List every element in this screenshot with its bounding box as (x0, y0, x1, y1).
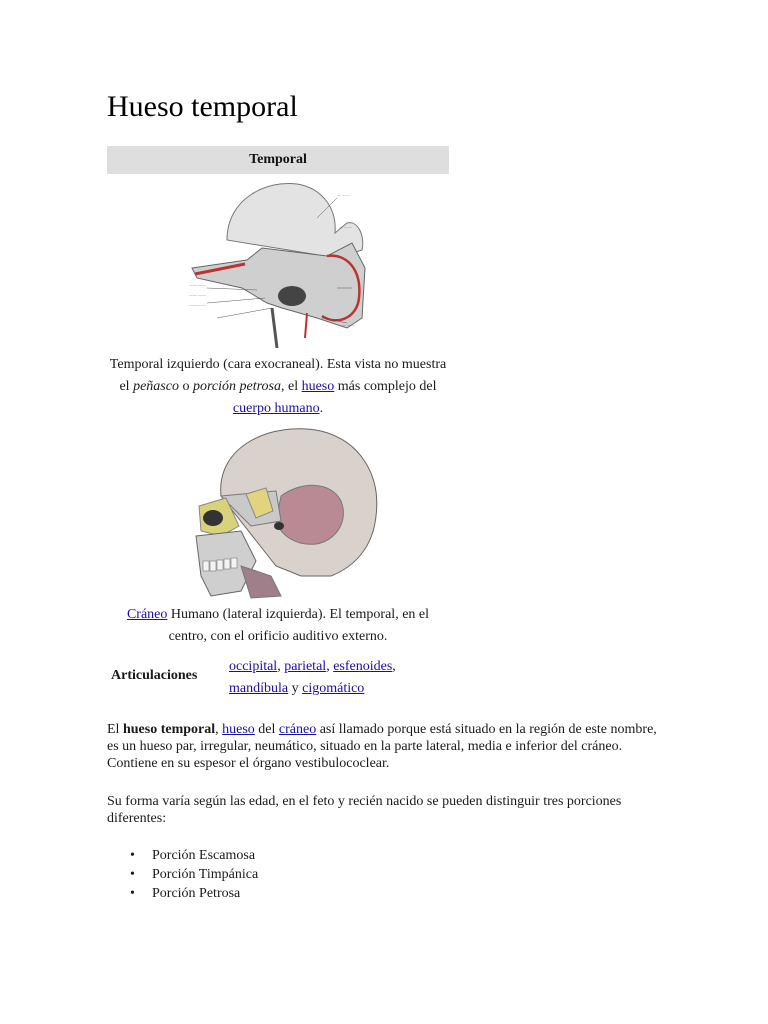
temporal-bone-illustration (187, 178, 372, 358)
svg-text:— ——: — —— (337, 192, 350, 197)
separator: , (326, 659, 334, 674)
caption-italic: porción petrosa (192, 379, 281, 394)
link-hueso-paragraph[interactable]: hueso (222, 722, 255, 737)
list-item (107, 846, 258, 865)
paragraph-text: así llamado porque está situado en la región de este nombre, es un hueso par, irregular, neumático, situado en la parte lateral, media e inferior del cráneo. Contiene en su espesor el órgano vestibulococlear. (107, 722, 657, 771)
infobox-header: Temporal (107, 146, 449, 174)
caption-text: , el (280, 379, 302, 394)
svg-text:— ——: — —— (342, 322, 355, 327)
caption-text: Temporal izquierdo (cara exocraneal). Esta vista no muestra el (109, 357, 447, 394)
link-parietal[interactable]: parietal (284, 659, 327, 674)
link-esfenoides[interactable]: esfenoides (333, 659, 393, 674)
bullet-icon: • (130, 848, 135, 863)
intro-paragraph (107, 721, 667, 772)
infobox (107, 146, 449, 696)
paragraph-text: El (107, 722, 123, 737)
figure2-caption (107, 604, 449, 648)
skull-illustration (181, 426, 381, 601)
link-craneo-paragraph[interactable]: cráneo (278, 722, 317, 737)
caption-text: más complejo del (334, 379, 437, 394)
caption-text: . (319, 401, 324, 416)
svg-text:—— ——: —— —— (189, 302, 206, 307)
list-item-label: Porción Petrosa (152, 886, 241, 901)
list-item-label: Porción Timpánica (152, 867, 259, 882)
page-title: Hueso temporal (107, 90, 298, 123)
separator: , (392, 659, 396, 674)
link-cuerpo-humano[interactable]: cuerpo humano (232, 401, 320, 416)
link-occipital[interactable]: occipital (229, 659, 278, 674)
articulaciones-label: Articulaciones (111, 668, 198, 683)
caption-italic: peñasco (133, 379, 179, 394)
articulaciones-values (229, 656, 439, 700)
list-item-label: Porción Escamosa (152, 848, 256, 863)
link-hueso[interactable]: hueso (301, 379, 335, 394)
svg-text:—— ——: —— —— (189, 292, 206, 297)
caption-text: o (178, 379, 193, 394)
bullet-icon: • (130, 886, 135, 901)
paragraph-bold: hueso temporal (122, 722, 216, 737)
list-item (107, 865, 258, 884)
paragraph-text: , (215, 722, 223, 737)
separator: y (288, 681, 303, 696)
svg-text:—— ——: —— —— (189, 282, 206, 287)
forma-paragraph: Su forma varía según las edad, en el feto y recién nacido se pueden distinguir tres porciones diferentes: (107, 794, 622, 826)
link-mandibula[interactable]: mandíbula (229, 681, 289, 696)
figure1-caption (107, 354, 449, 420)
bullet-icon: • (130, 867, 135, 882)
caption-text: Humano (lateral izquierda). El temporal, en el centro, con el orificio auditivo externo. (167, 607, 430, 644)
link-craneo[interactable]: Cráneo (126, 607, 168, 622)
list-item (107, 884, 258, 903)
link-cigomatico[interactable]: cigomático (302, 681, 365, 696)
svg-text:— ——: — —— (339, 224, 352, 229)
porciones-list (107, 846, 258, 903)
separator: , (277, 659, 285, 674)
paragraph-text: del (254, 722, 279, 737)
